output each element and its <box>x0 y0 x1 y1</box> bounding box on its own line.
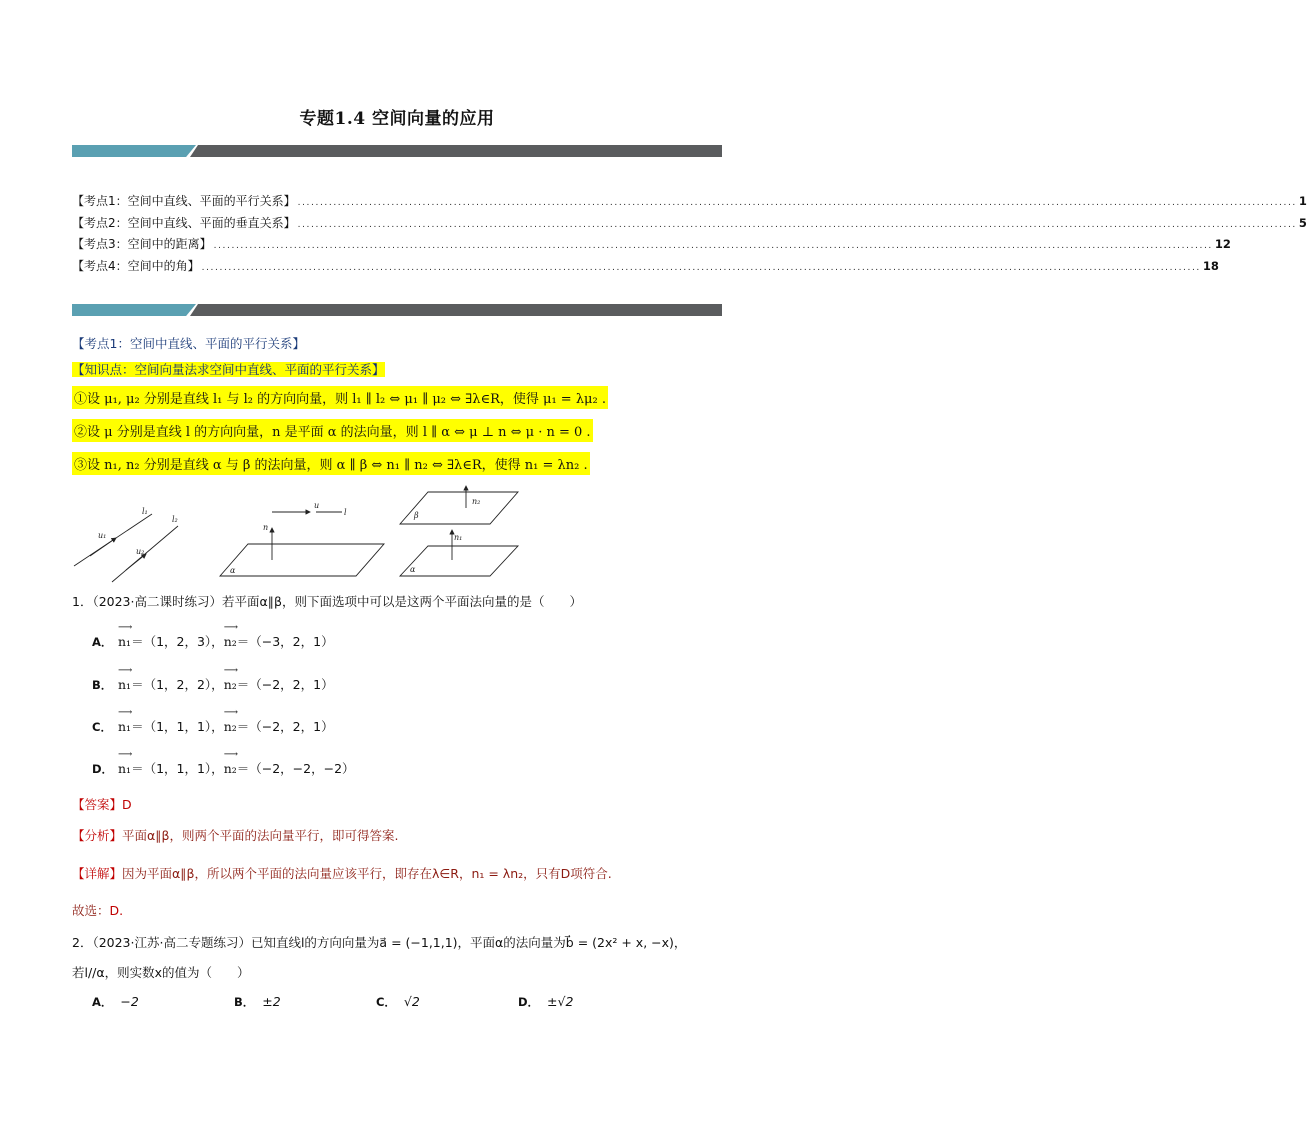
choose-line: 故选：D. <box>72 903 124 918</box>
question-1-option-c[interactable]: C．⟶ n₁＝（1，1，1），⟶ n₂＝（−2，2，1） <box>92 717 334 735</box>
svg-text:α: α <box>230 566 236 575</box>
svg-text:u: u <box>314 501 320 510</box>
question-2-option-c[interactable]: C． √2 <box>375 994 420 1009</box>
section-divider-bar <box>72 304 722 316</box>
title-divider-bar <box>72 145 722 157</box>
toc-entry-page: 5 <box>1298 215 1307 230</box>
toc-entry-2[interactable]: 【考点2：空间中直线、平面的垂直关系】 ................................................................................................................................................................................................................................ 5 <box>72 215 1307 230</box>
figure-parallel-lines <box>74 514 178 582</box>
svg-text:n: n <box>263 523 269 532</box>
toc-entry-label: 【考点4：空间中的角】 <box>72 258 200 273</box>
toc-entry-3[interactable]: 【考点3：空间中的距离】 ................................................................................................................................................................................................................................ 12 <box>72 237 1231 251</box>
svg-text:l₁: l₁ <box>142 507 148 516</box>
toc-entry-page: 1 <box>1298 194 1307 208</box>
figure-line-parallel-plane <box>220 512 384 576</box>
question-2-option-b[interactable]: B． ±2 <box>233 994 281 1009</box>
question-1-option-d[interactable]: D．⟶ n₁＝（1，1，1），⟶ n₂＝（−2，−2，−2） <box>92 759 355 777</box>
toc-entry-page: 18 <box>1202 258 1219 273</box>
answer-line: 【答案】D <box>72 797 132 812</box>
section-heading: 【考点1：空间中直线、平面的平行关系】 <box>72 336 305 351</box>
rule-line-2: ②设 μ 分别是直线 l 的方向向量，n 是平面 α 的法向量，则 l ∥ α ⇔ μ ⊥ n ⇔ μ · n = 0 . <box>72 419 593 442</box>
table-of-contents <box>72 192 1307 278</box>
question-2-stem-continued: 若l//α，则实数x的值为（ ） <box>72 965 250 980</box>
svg-text:l: l <box>344 508 347 517</box>
rule-line-1: ①设 μ₁, μ₂ 分别是直线 l₁ 与 l₂ 的方向向量，则 l₁ ∥ l₂ ⇔ μ₁ ∥ μ₂ ⇔ ∃λ∈R，使得 μ₁ = λμ₂ . <box>72 386 608 409</box>
svg-text:α: α <box>410 565 416 574</box>
toc-entry-page: 12 <box>1214 237 1231 251</box>
svg-text:u₂: u₂ <box>136 547 145 556</box>
toc-entry-label: 【考点2：空间中直线、平面的垂直关系】 <box>72 215 296 230</box>
knowledge-point-heading: 【知识点：空间向量法求空间中直线、平面的平行关系】 <box>72 362 385 377</box>
toc-entry-label: 【考点3：空间中的距离】 <box>72 237 212 251</box>
question-1-option-a[interactable]: A．⟶ n₁＝（1，2，3），⟶ n₂＝（−3，2，1） <box>92 632 334 650</box>
toc-entry-1[interactable]: 【考点1：空间中直线、平面的平行关系】 ................................................................................................................................................................................................................................ 1 <box>72 194 1307 208</box>
rule-line-3: ③设 n₁, n₂ 分别是直线 α 与 β 的法向量，则 α ∥ β ⇔ n₁ ∥ n₂ ⇔ ∃λ∈R，使得 n₁ = λn₂ . <box>72 452 590 475</box>
question-2-option-a[interactable]: A． −2 <box>92 994 139 1009</box>
question-2-stem: 2．（2023·江苏·高二专题练习）已知直线l的方向向量为a⃗ = (−1,1,1)，平面α的法向量为b⃗ = (2x² + x, −x)， <box>72 935 687 950</box>
page-title: 专题1.4 空间向量的应用 <box>299 109 495 129</box>
detail-line: 【详解】因为平面α∥β，所以两个平面的法向量应该平行，即存在λ∈R，n₁ = λn₂，只有D项符合. <box>72 866 612 881</box>
svg-text:n₂: n₂ <box>472 497 481 506</box>
analysis-line: 【分析】平面α∥β，则两个平面的法向量平行，即可得答案. <box>72 828 399 843</box>
question-1-stem: 1．（2023·高二课时练习）若平面α∥β，则下面选项中可以是这两个平面法向量的是（ ） <box>72 594 582 609</box>
question-2-options <box>92 994 656 1010</box>
question-2-option-d[interactable]: D． ±√2 <box>517 994 574 1009</box>
svg-text:β: β <box>414 511 419 520</box>
toc-entry-4[interactable]: 【考点4：空间中的角】 ................................................................................................................................................................................................................................ 18 <box>72 258 1219 273</box>
svg-text:n₁: n₁ <box>454 533 463 542</box>
geometry-figures <box>60 492 540 582</box>
svg-text:l₂: l₂ <box>172 515 178 524</box>
figure-parallel-planes <box>400 486 518 576</box>
question-1-option-b[interactable]: B．⟶ n₁＝（1，2，2），⟶ n₂＝（−2，2，1） <box>92 675 334 693</box>
toc-entry-label: 【考点1：空间中直线、平面的平行关系】 <box>72 194 296 208</box>
svg-text:u₁: u₁ <box>98 531 107 540</box>
